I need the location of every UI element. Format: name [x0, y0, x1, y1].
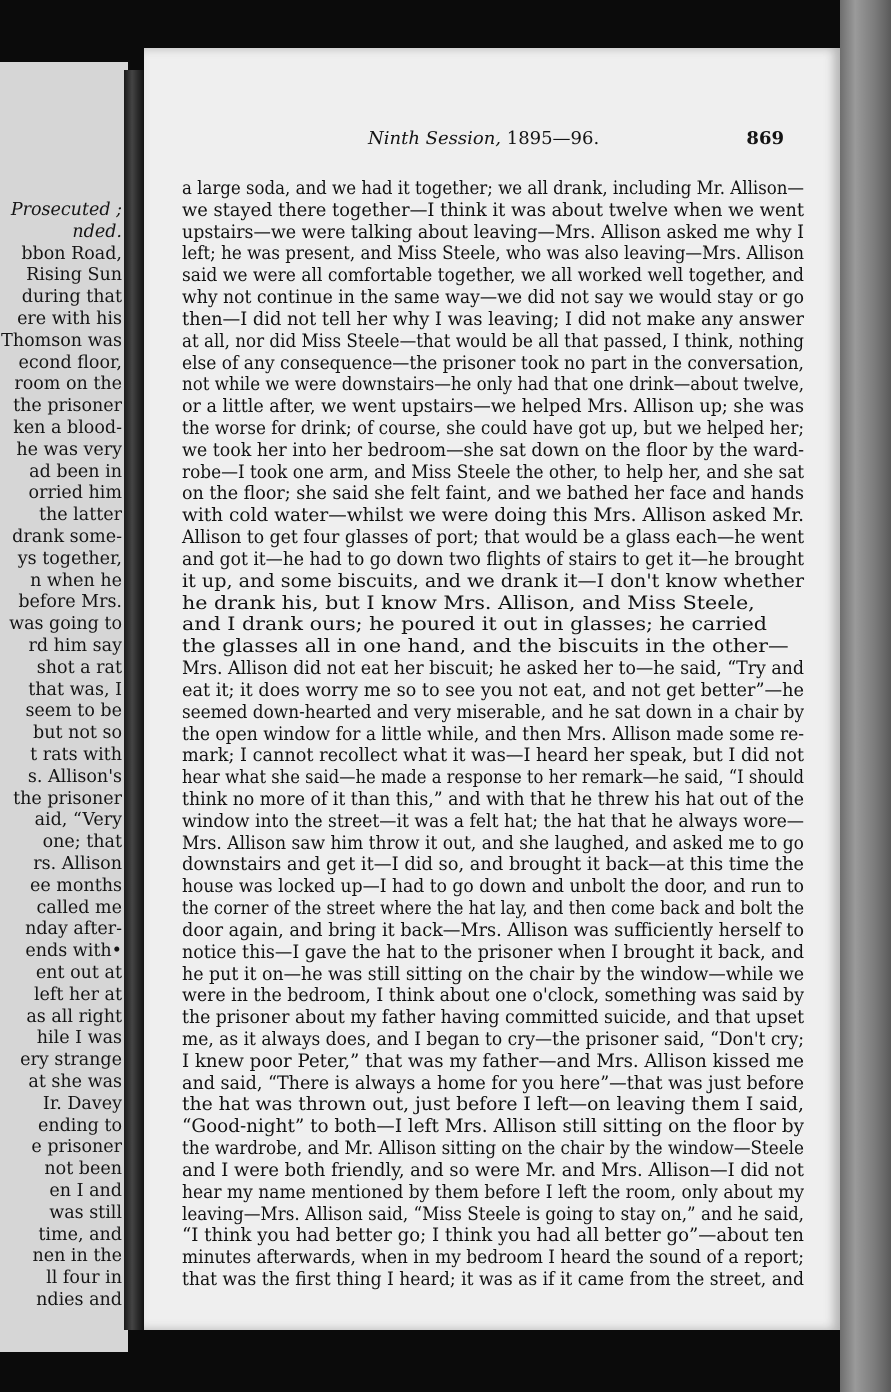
left-page-line: ee months — [30, 875, 122, 896]
body-text-line: we took her into her bedroom—she sat down on the floor by the ward- — [182, 439, 804, 461]
left-page-line: he was very — [16, 439, 122, 460]
right-page — [144, 48, 840, 1330]
left-page-line: ad been in — [29, 461, 122, 482]
body-text-line: the corner of the street where the hat lay, and then come back and bolt the — [182, 898, 805, 920]
left-page-line: the prisoner — [13, 788, 122, 809]
left-page-line: one; that — [42, 832, 122, 853]
left-page-line: rs. Allison — [33, 854, 122, 874]
body-text-line: with cold water—whilst we were doing this Mrs. Allison asked Mr. — [182, 505, 804, 527]
body-text-line: hear what she said—he made a response to her remark—he said, “I should — [182, 767, 804, 789]
body-text-line: Allison to get four glasses of port; that would be a glass each—he went — [182, 527, 805, 549]
left-page-line: Prosecuted ; — [10, 200, 122, 220]
body-text-line: the wardrobe, and Mr. Allison sitting on the chair by the window—Steele — [182, 1138, 804, 1160]
body-text-line: house was locked up—I had to go down and unbolt the door, and run to — [182, 876, 804, 898]
left-page-line: ends with• — [25, 941, 122, 962]
left-page-line: nded. — [72, 221, 122, 242]
left-page-line: en I and — [49, 1181, 122, 1201]
body-text-line: the open window for a little while, and then Mrs. Allison made some re- — [182, 723, 805, 745]
body-text-line: he drank his, but I know Mrs. Allison, and Miss Steele, — [182, 592, 755, 614]
body-text-line: downstairs and get it—I did so, and brought it back—at this time the — [182, 854, 804, 876]
left-page-line: t rats with — [30, 745, 122, 765]
left-page-line: ys together, — [17, 548, 122, 569]
left-page-line: bbon Road, — [21, 243, 122, 264]
body-text-line: it up, and some biscuits, and we drank it—I don't know whether — [182, 570, 805, 592]
left-page-line: was going to — [9, 614, 122, 635]
left-page-line: ken a blood- — [13, 418, 122, 438]
left-page-line: ent out at — [35, 963, 122, 983]
body-text-line: leaving—Mrs. Allison said, “Miss Steele is going to stay on,” and he said, — [182, 1203, 805, 1225]
body-text-line: minutes afterwards, when in my bedroom I heard the sound of a report; — [182, 1247, 805, 1269]
left-page-line: room on the — [14, 374, 122, 395]
left-page-line: shot a rat — [36, 657, 122, 678]
body-text-line: why not continue in the same way—we did not say we would stay or go — [182, 287, 804, 309]
body-text-line: hear my name mentioned by them before I left the room, only about my — [182, 1181, 804, 1203]
body-text-line: then—I did not tell her why I was leaving; I did not make any answer — [182, 308, 805, 330]
body-text-line: else of any consequence—the prisoner took no part in the conversation, — [182, 352, 804, 374]
left-page-line: ere with his — [17, 309, 122, 329]
left-page — [0, 62, 128, 1352]
body-text-line: the hat was thrown out, just before I left—on leaving them I said, — [182, 1094, 804, 1116]
left-page-line: the prisoner — [13, 396, 122, 417]
page-edge-shadow — [840, 0, 891, 1392]
left-page-line: that was, I — [28, 679, 122, 700]
body-text-line: said we were all comfortable together, we all worked well together, and — [182, 265, 805, 287]
left-page-line: drank some- — [12, 527, 122, 547]
left-page-line: ery strange — [20, 1050, 122, 1071]
left-page-line: nday after- — [25, 919, 122, 940]
body-text-line: Mrs. Allison did not eat her biscuit; he asked her to—he said, “Try and — [182, 658, 804, 680]
page-number: 869 — [746, 128, 784, 149]
body-text-line: door again, and bring it back—Mrs. Allison was sufficiently herself to — [182, 919, 805, 941]
body-text-line: that was the first thing I heard; it was as if it came from the street, and — [182, 1269, 805, 1290]
left-page-line: hile I was — [36, 1028, 122, 1049]
body-text-line: and got it—he had to go down two flights of stairs to get it—he brought — [182, 548, 805, 570]
left-page-line: Thomson was — [1, 330, 122, 351]
left-page-line: Ir. Davey — [42, 1093, 122, 1114]
body-text-line: and I were both friendly, and so were Mr. and Mrs. Allison—I did not — [182, 1159, 804, 1181]
left-page-line: ndies and — [36, 1290, 122, 1310]
left-page-line: orried him — [28, 483, 122, 504]
left-page-line: econd floor, — [18, 352, 122, 373]
left-page-line: e prisoner — [31, 1137, 122, 1158]
running-head-session: Ninth Session, — [368, 128, 502, 149]
left-page-line: Rising Sun — [26, 265, 122, 286]
left-page-line: called me — [36, 897, 122, 918]
body-text-line: robe—I took one arm, and Miss Steele the other, to help her, and she sat — [182, 461, 804, 483]
body-text-line: window into the street—it was a felt hat; the hat that he always wore— — [182, 810, 804, 832]
left-page-line: not been — [44, 1159, 122, 1180]
left-page-line: nen in the — [32, 1246, 122, 1267]
body-text-line: he put it on—he was still sitting on the chair by the window—while we — [182, 963, 805, 985]
body-text-line: me, as it always does, and I began to cry—the prisoner said, “Don't cry; — [182, 1028, 805, 1050]
running-head — [368, 128, 599, 149]
book-spine — [124, 70, 144, 1330]
left-page-line: before Mrs. — [18, 592, 122, 613]
body-text-line: and I drank ours; he poured it out in glasses; he carried — [182, 614, 767, 636]
body-text-line: Mrs. Allison saw him throw it out, and she laughed, and asked me to go — [182, 832, 804, 854]
body-text-line: mark; I cannot recollect what it was—I heard her speak, but I did not — [182, 745, 804, 767]
left-page-line: as all right — [26, 1006, 122, 1027]
body-text-line: we stayed there together—I think it was about twelve when we went — [182, 199, 805, 221]
left-page-line: n when he — [30, 570, 122, 591]
body-text-line: the prisoner about my father having committed suicide, and that upset — [182, 1007, 805, 1029]
left-page-line: at she was — [28, 1072, 122, 1092]
body-text-line: eat it; it does worry me so to see you not eat, and not get better”—he — [182, 679, 805, 701]
body-text-line: “I think you had better go; I think you had all better go”—about ten — [182, 1225, 804, 1247]
body-text-line: were in the bedroom, I think about one o'clock, something was said by — [182, 985, 805, 1007]
left-page-line: during that — [21, 287, 122, 308]
left-page-line: ending to — [37, 1115, 122, 1136]
body-text-line: I knew poor Peter,” that was my father—and Mrs. Allison kissed me — [182, 1050, 805, 1072]
body-text-line: not while we were downstairs—he only had that one drink—about twelve, — [182, 374, 804, 396]
body-text-line: at all, nor did Miss Steele—that would be all that passed, I think, nothing — [182, 330, 805, 352]
left-page-line: s. Allison's — [27, 766, 122, 787]
page-header — [144, 128, 840, 158]
body-text-line: seemed down-hearted and very miserable, and he sat down in a chair by — [182, 701, 804, 723]
left-page-line: rd him say — [28, 636, 122, 656]
body-text-line: upstairs—we were talking about leaving—Mrs. Allison asked me why I — [182, 221, 804, 243]
body-text-line: or a little after, we went upstairs—we helped Mrs. Allison up; she was — [182, 396, 804, 418]
body-text-line: a large soda, and we had it together; we all drank, including Mr. Allison— — [182, 178, 804, 199]
left-page-line: was still — [49, 1202, 122, 1223]
body-text-line: “Good-night” to both—I left Mrs. Allison still sitting on the floor by — [182, 1116, 804, 1138]
body-text-line: notice this—I gave the hat to the prisoner when I brought it back, and — [182, 941, 805, 963]
running-head-year: 1895—96. — [501, 128, 600, 149]
body-text-line: and said, “There is always a home for you here”—that was just before — [182, 1072, 804, 1094]
left-page-line: seem to be — [25, 701, 122, 722]
left-page-line: time, and — [38, 1224, 122, 1245]
body-text-line: the worse for drink; of course, she could have got up, but we helped her; — [182, 418, 805, 440]
body-text-line: think no more of it than this,” and with that he threw his hat out of the — [182, 788, 804, 810]
left-page-line: aid, “Very — [34, 810, 122, 831]
left-page-line: ll four in — [46, 1268, 122, 1289]
body-text-line: on the floor; she said she felt faint, and we bathed her face and hands — [182, 483, 804, 505]
left-page-line: but not so — [33, 723, 122, 744]
body-text-line: the glasses all in one hand, and the biscuits in the other— — [182, 636, 789, 658]
left-page-line: the latter — [38, 505, 122, 526]
body-text-line: left; he was present, and Miss Steele, who was also leaving—Mrs. Allison — [182, 243, 805, 265]
left-page-line: left her at — [33, 984, 122, 1005]
